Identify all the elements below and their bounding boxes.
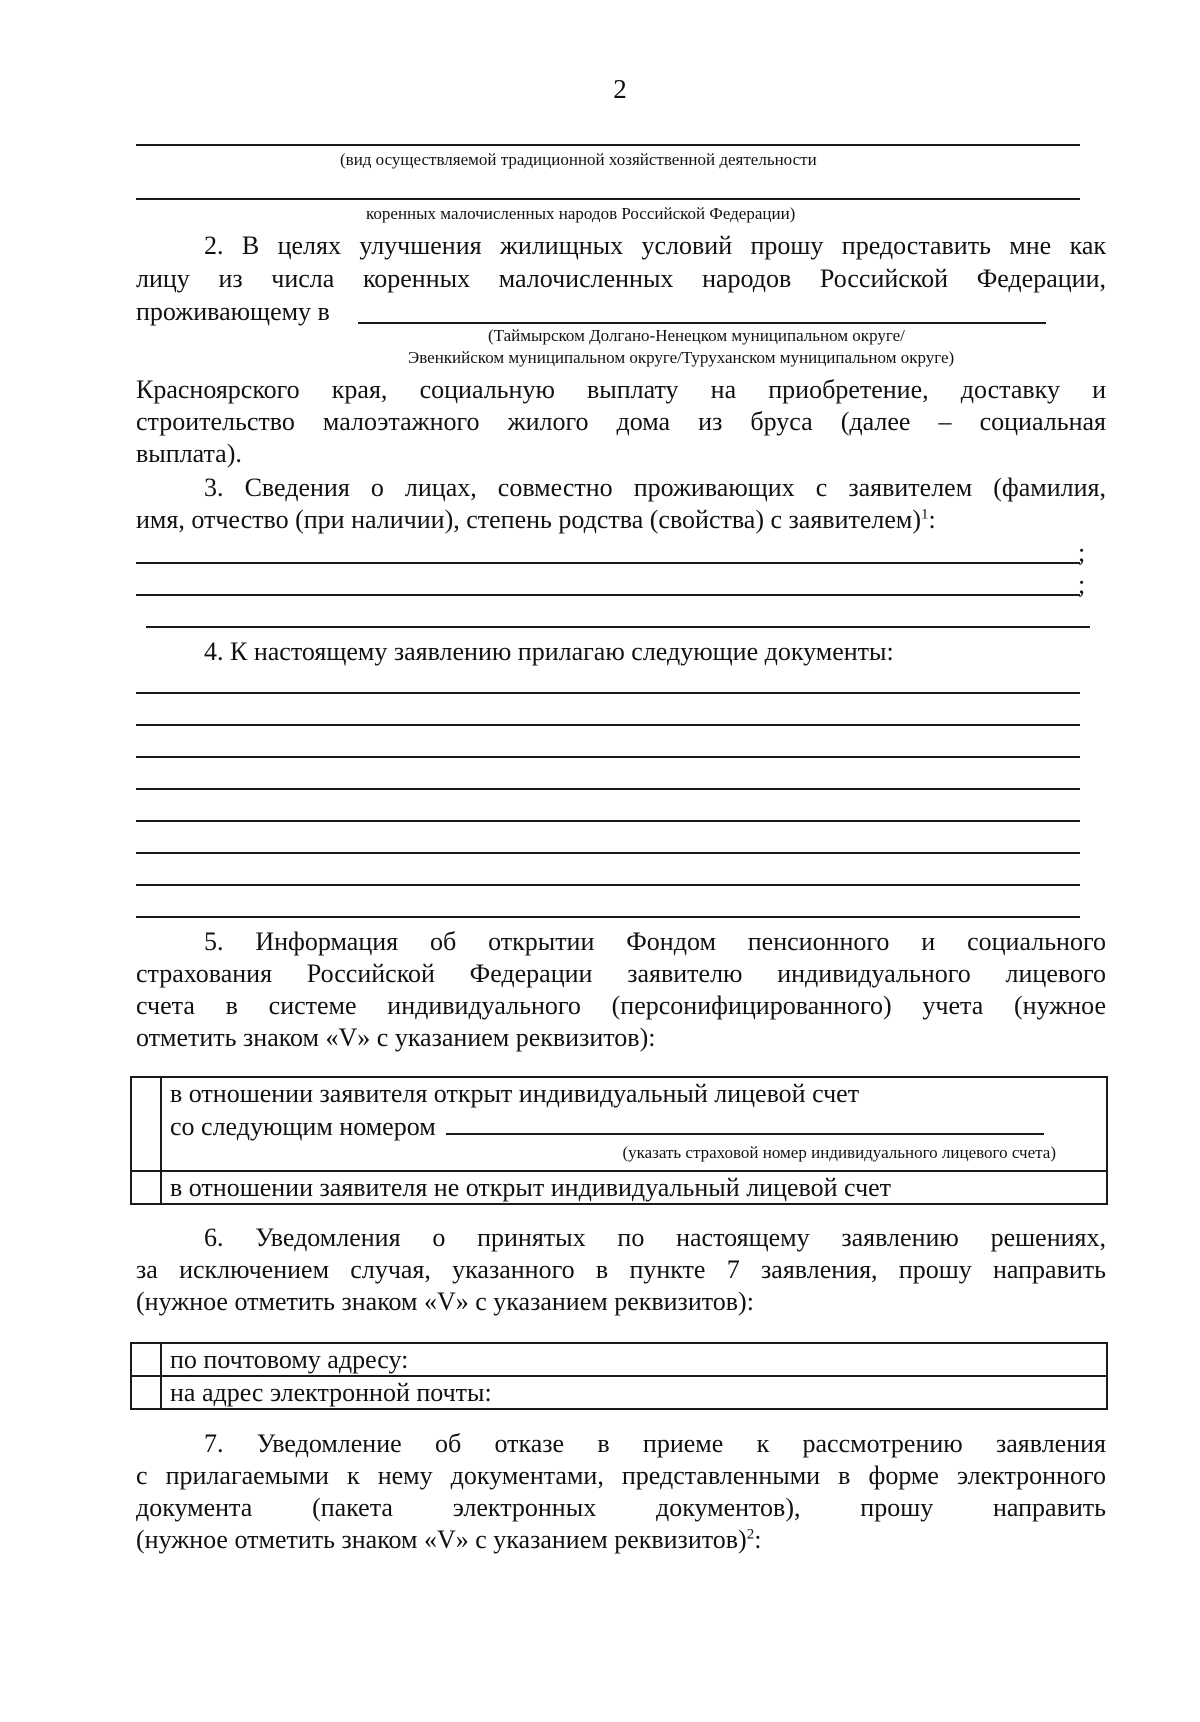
documents-line-7[interactable] bbox=[136, 884, 1080, 886]
account-number-row bbox=[170, 1109, 1098, 1142]
activity-hint-1: (вид осуществляемой традиционной хозяйственной деятельности bbox=[340, 150, 817, 169]
documents-line-2[interactable] bbox=[136, 724, 1080, 726]
cohabitant-semicolon-1: ; bbox=[1078, 538, 1086, 567]
footnote-2-mark: 2 bbox=[746, 1526, 755, 1543]
documents-line-8[interactable] bbox=[136, 916, 1080, 918]
notification-options-table bbox=[130, 1342, 1108, 1410]
p6-line-2: за исключением случая, указанного в пункте 7 заявления, прошу направить bbox=[136, 1255, 1106, 1284]
p2-line-6: выплата). bbox=[136, 439, 242, 468]
footnote-1-mark: 1 bbox=[921, 506, 929, 523]
account-option-not-open-row bbox=[131, 1171, 1107, 1204]
account-number-field[interactable] bbox=[446, 1109, 1044, 1135]
account-number-label: со следующим номером bbox=[170, 1112, 436, 1141]
account-number-hint: (указать страховой номер индивидуального лицевого счета) bbox=[622, 1143, 1056, 1162]
p7-line-4-end: : bbox=[754, 1525, 762, 1554]
p7-line-1: 7. Уведомление об отказе в приеме к рассмотрению заявления bbox=[204, 1429, 1106, 1458]
documents-line-6[interactable] bbox=[136, 852, 1080, 854]
postal-address-label: по почтовому адресу: bbox=[161, 1343, 1107, 1376]
account-options-table bbox=[130, 1076, 1108, 1205]
p2-line-2: лицу из числа коренных малочисленных народов Российской Федерации, bbox=[136, 264, 1106, 293]
p5-line-2: страхования Российской Федерации заявителю индивидуального лицевого bbox=[136, 959, 1106, 988]
documents-line-5[interactable] bbox=[136, 820, 1080, 822]
page-number: 2 bbox=[613, 74, 627, 104]
p5-line-3: счета в системе индивидуального (персонифицированного) учета (нужное bbox=[136, 991, 1106, 1020]
p2-line-4: Красноярского края, социальную выплату на приобретение, доставку и bbox=[136, 375, 1106, 404]
p5-line-4: отметить знаком «V» с указанием реквизитов): bbox=[136, 1023, 656, 1052]
documents-line-4[interactable] bbox=[136, 788, 1080, 790]
p3-line-2-end: : bbox=[928, 505, 936, 534]
account-option-open-row bbox=[131, 1077, 1107, 1171]
activity-blank-line-1[interactable] bbox=[136, 144, 1080, 146]
email-address-label: на адрес электронной почты: bbox=[161, 1376, 1107, 1409]
email-option-row bbox=[131, 1376, 1107, 1409]
account-open-checkbox[interactable] bbox=[131, 1077, 161, 1171]
p5-line-1: 5. Информация об открытии Фондом пенсионного и социального bbox=[204, 927, 1106, 956]
account-open-cell bbox=[161, 1077, 1107, 1171]
residence-hint-1: (Таймырском Долгано-Ненецком муниципальном округе/ bbox=[488, 326, 905, 345]
p3-line-2 bbox=[136, 504, 1106, 536]
p2-line-3: проживающему в bbox=[136, 297, 330, 326]
p2-line-1: 2. В целях улучшения жилищных условий прошу предоставить мне как bbox=[204, 231, 1106, 260]
residence-hint-2: Эвенкийском муниципальном округе/Туруханском муниципальном округе) bbox=[408, 348, 955, 367]
account-not-open-text: в отношении заявителя не открыт индивидуальный лицевой счет bbox=[161, 1171, 1107, 1204]
postal-option-row bbox=[131, 1343, 1107, 1376]
activity-blank-line-2[interactable] bbox=[136, 198, 1080, 200]
p7-line-4 bbox=[136, 1524, 1106, 1556]
postal-checkbox[interactable] bbox=[131, 1343, 161, 1376]
cohabitant-line-2[interactable] bbox=[136, 594, 1080, 596]
p6-line-1: 6. Уведомления о принятых по настоящему заявлению решениях, bbox=[204, 1223, 1106, 1252]
documents-line-1[interactable] bbox=[136, 692, 1080, 694]
cohabitant-line-3[interactable] bbox=[146, 626, 1090, 628]
account-not-open-checkbox[interactable] bbox=[131, 1171, 161, 1204]
p6-line-3: (нужное отметить знаком «V» с указанием реквизитов): bbox=[136, 1287, 754, 1316]
p3-line-1: 3. Сведения о лицах, совместно проживающих с заявителем (фамилия, bbox=[204, 473, 1106, 502]
p7-line-3: документа (пакета электронных документов), прошу направить bbox=[136, 1493, 1106, 1522]
p7-line-4-text: (нужное отметить знаком «V» с указанием реквизитов) bbox=[136, 1525, 747, 1554]
residence-blank-line[interactable] bbox=[358, 322, 1046, 324]
documents-line-3[interactable] bbox=[136, 756, 1080, 758]
p4-line-1: 4. К настоящему заявлению прилагаю следующие документы: bbox=[204, 637, 894, 666]
p7-line-2: с прилагаемыми к нему документами, представленными в форме электронного bbox=[136, 1461, 1106, 1490]
email-checkbox[interactable] bbox=[131, 1376, 161, 1409]
p2-line-5: строительство малоэтажного жилого дома из бруса (далее – социальная bbox=[136, 407, 1106, 436]
account-open-text: в отношении заявителя открыт индивидуальный лицевой счет bbox=[170, 1079, 860, 1108]
cohabitant-line-1[interactable] bbox=[136, 562, 1080, 564]
activity-hint-2: коренных малочисленных народов Российской Федерации) bbox=[366, 204, 796, 223]
cohabitant-semicolon-2: ; bbox=[1078, 570, 1086, 599]
p3-line-2-text: имя, отчество (при наличии), степень родства (свойства) с заявителем) bbox=[136, 505, 922, 534]
